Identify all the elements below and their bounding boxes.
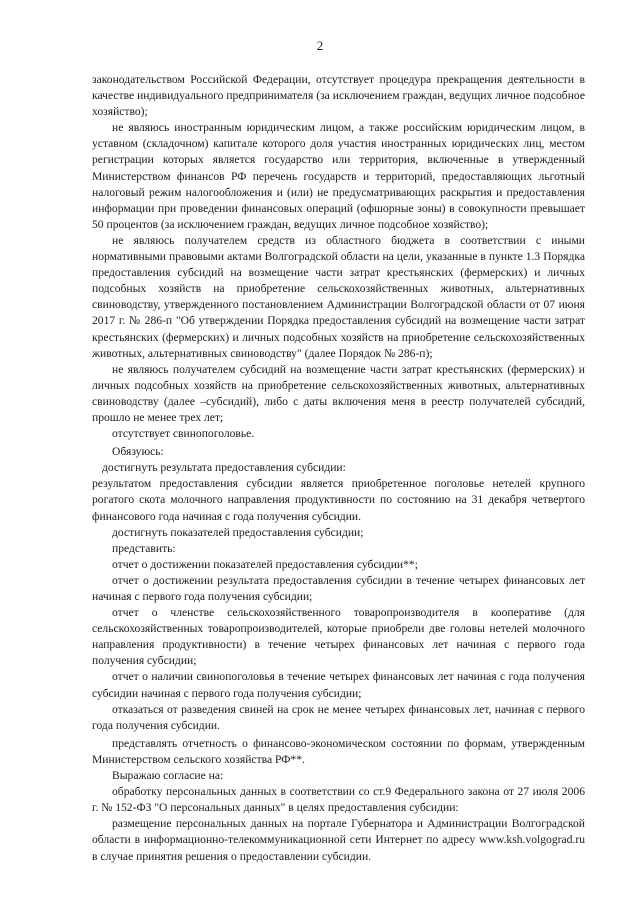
paragraph-achieve-result: достигнуть результата предоставления субсидии: [102,461,346,475]
paragraph-not-subsidy-recipient: не являюсь получателем субсидий на возмещение части затрат крестьянских (фермерских) и личных подсобных хозяйств на приобретение сельскохозяйственных животных, альтернативных свиноводству (далее –субсидий), либо с даты включения меня в реестр получателей субсидий, прошло не менее трех лет; [92,362,585,424]
paragraph-consent-publication: размещение персональных данных на портале Губернатора и Администрации Волгоградской области в информационно-телекоммуникационной сети Интернет по адресу www.ksh.volgograd.ru в случае принятия решения о предоставлении субсидии. [92,817,585,863]
paragraph-report-cooperative: отчет о членстве сельскохозяйственного товаропроизводителя в кооперативе (для сельскохозяйственных товаропроизводителей, которые приобрели две головы нетелей молочного направления продуктивности) в течение четырех финансовых лет начиная с первого года получения субсидии; [92,606,585,668]
paragraph-submit: представить: [112,541,176,555]
paragraph-refuse-pigs: отказаться от разведения свиней на срок не менее четырех финансовых лет, начиная с первого года получения субсидии. [92,702,585,732]
paragraph-legislation: законодательством Российской Федерации, отсутствует процедура прекращения деятельности в качестве индивидуального предпринимателя (за исключением граждан, ведущих личное подсобное хозяйство); [92,73,585,119]
paragraph-no-pigs: отсутствует свинопоголовье. [112,427,255,441]
paragraph-obligations-heading: Обязуюсь: [112,445,164,459]
paragraph-consent-processing: обработку персональных данных в соответствии со ст.9 Федерального закона от 27 июля 2006 г. № 152-ФЗ "О персональных данных" в целях предоставления субсидии: [92,785,585,815]
document-body [92,72,585,865]
paragraph-report-indicators: отчет о достижении показателей предоставления субсидии**; [112,557,418,571]
paragraph-achieve-indicators: достигнуть показателей предоставления субсидии; [112,525,364,539]
paragraph-result-definition: результатом предоставления субсидии является приобретенное поголовье нетелей крупного рогатого скота молочного направления продуктивности по состоянию на 31 декабря четвертого финансового года начиная с года получения субсидии. [92,477,585,523]
paragraph-not-budget-recipient: не являюсь получателем средств из областного бюджета в соответствии с иными нормативными правовыми актами Волгоградской области на цели, указанные в пункте 1.3 Порядка предоставления субсидий на возмещение части затрат крестьянских (фермерских) и личных подсобных хозяйств на приобретение сельскохозяйственных животных, альтернативных свиноводству, утвержденного постановлением Администрации Волгоградской области от 07 июня 2017 г. № 286-п "Об утверждении Порядка предоставления субсидий на возмещение части затрат крестьянских (фермерских) и личных подсобных хозяйств на приобретение сельскохозяйственных животных, альтернативных свиноводству" (далее Порядок № 286-п); [92,233,585,360]
paragraph-not-foreign-entity: не являюсь иностранным юридическим лицом, а также российским юридическим лицом, в уставном (складочном) капитале которого доля участия иностранных юридических лиц, местом регистрации которых является государство или территория, включенные в утвержденный Министерством финансов РФ перечень государств и территорий, предоставляющих льготный налоговый режим налогообложения и (или) не предусматривающих раскрытия и предоставления информации при проведении финансовых операций (офшорные зоны) в совокупности превышает 50 процентов (за исключением граждан, ведущих личное подсобное хозяйство); [92,121,585,231]
paragraph-consent-heading: Выражаю согласие на: [112,769,224,783]
page-number: 2 [316,38,324,53]
paragraph-report-pigs: отчет о наличии свинопоголовья в течение четырех финансовых лет начиная с года получения субсидии начиная с первого года получения субсидии; [92,670,585,700]
paragraph-financial-reporting: представлять отчетность о финансово-экономическом состоянии по формам, утвержденным Министерством сельского хозяйства РФ**. [92,736,585,766]
paragraph-report-result: отчет о достижении результата предоставления субсидии в течение четырех финансовых лет начиная с первого года получения субсидии; [92,573,585,603]
